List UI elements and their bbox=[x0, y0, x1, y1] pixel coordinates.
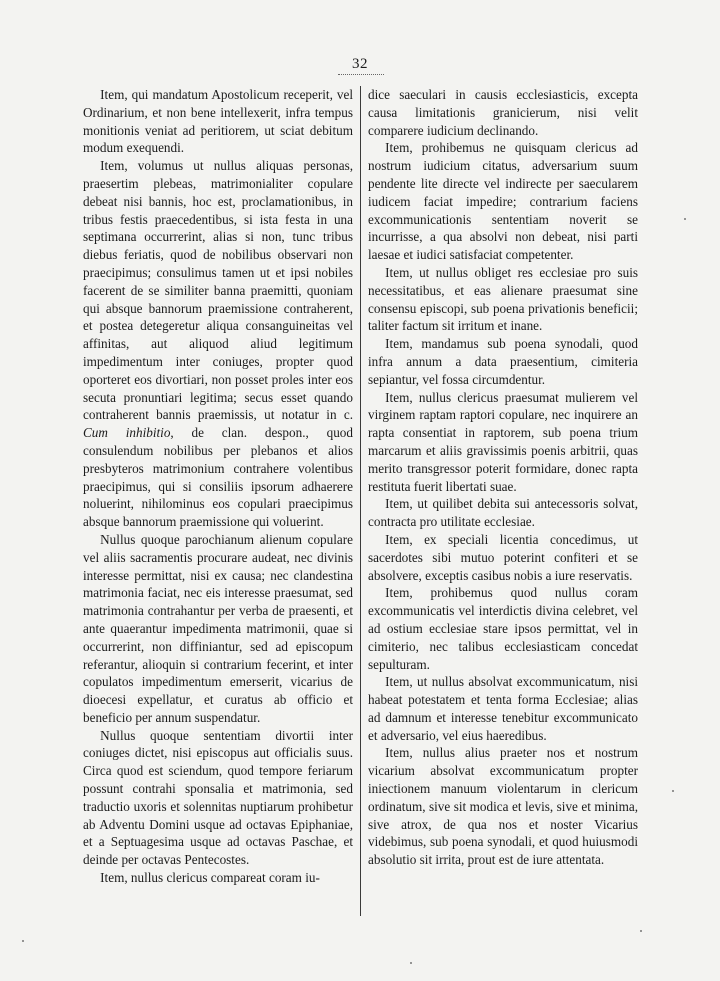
paragraph-left-2 bbox=[83, 157, 353, 531]
paragraph-right-4: Item, mandamus sub poena synodali, quod infra annum a data praesentium, cimiteria sepiantur, vel fossa circumdentur. bbox=[368, 336, 638, 387]
scan-speck bbox=[672, 790, 674, 792]
right-column bbox=[368, 86, 638, 869]
paragraph-left-2-end: , de clan. despon., quod consulendum nobilibus per plebanos et alios presbyteros matrimonium contrahere volentibus praecipimus, qui si consiliis ipsorum adhaerere noluerint, nihilominus eos copulari praecipimus absque bannorum praemissione qui voluerint. bbox=[83, 425, 353, 530]
scan-speck bbox=[410, 962, 412, 964]
paragraph-right-7: Item, ex speciali licentia concedimus, ut sacerdotes sibi mutuo poterint confiteri et se absolvere, exceptis casibus nobis a iure reservatis. bbox=[368, 531, 638, 583]
paragraph-right-1: dice saeculari in causis ecclesiasticis, excepta causa limitationis granicierum, nisi velit comparere iudicium declinando. bbox=[368, 87, 638, 138]
paragraph-right-5: Item, nullus clericus praesumat mulierem vel virginem raptam raptori copulare, nec inquirere an rapta consentiat in raptorem, sub poena trium marcarum et aliis gravissimis poenis arbitrii, quas merito transgressor poterit formidare, donec rapta restituta fuerit libertati suae. bbox=[368, 389, 638, 494]
paragraph-right-9: Item, ut nullus absolvat excommunicatum, nisi habeat potestatem et tenta forma Ecclesiae; alias ad damnum et interesse tenebitur excommunicato et adversario, vel eius haeredibus. bbox=[368, 674, 638, 743]
paragraph-left-5: Item, nullus clericus compareat coram iu- bbox=[100, 870, 320, 886]
paragraph-right-10: Item, nullus alius praeter nos et nostrum vicarium absolvat excommunicatum propter iniectionem manuum violentarum in clericum ordinatum, sive sit modica et levis, sive et minima, sive atrox, de qua nos et noster Vicarius videbimus, sub poena synodali, et quod huiusmodi absolutio sit irrita, prout est de iure attentata. bbox=[368, 745, 638, 868]
paragraph-right-8: Item, prohibemus quod nullus coram excommunicatis vel interdictis divina celebret, vel ad ostium ecclesiae stare ipsos permittat, vel in cimiterio, nec talibus ecclesiasticam concedat sepulturam. bbox=[368, 585, 638, 672]
scan-speck bbox=[684, 218, 686, 220]
paragraph-left-4: Nullus quoque sententiam divortii inter coniuges dictet, nisi episcopus aut officialis suus. Circa quod est sciendum, quod tempore feriarum possunt contrahi sponsalia et matrimonia, sed traductio uxoris et solennitas nuptiarum prohibetur ab Adventu Domini usque ad octavas Epiphaniae, et a Septuagesima usque ad octavas Paschae, et deinde per octavas Pentecostes. bbox=[83, 727, 353, 868]
paragraph-left-3: Nullus quoque parochianum alienum copulare vel aliis sacramentis procurare audeat, nec divinis interesse permittat, nisi ex causa; nec clandestina matrimonia faciat, nec eis interesse praesumat, sed matrimonia contrahantur per verba de praesenti, et ante quaerantur impedimenta matrimonii, quae si occurrerint, non diffiniantur, sed ad episcopum referantur, alioquin si contrarium fecerint, et inter copulatos impedimentum emerserit, vicarius de dioecesi expellatur, et curatus ab officio et beneficio per annum suspendatur. bbox=[83, 531, 353, 725]
paragraph-right-3: Item, ut nullus obliget res ecclesiae pro suis necessitatibus, et eas alienare praesumat sine consensu episcopi, sub poena privationis beneficii; taliter factum sit irritum et inane. bbox=[368, 264, 638, 334]
scan-speck bbox=[22, 940, 24, 942]
page-number: 32 bbox=[352, 56, 368, 72]
paragraph-left-1: Item, qui mandatum Apostolicum receperit, vel Ordinarium, et non bene intellexerit, infra tempus monitionis veniat ad peritiorem, ut sciat debitum modum exequendi. bbox=[83, 87, 353, 156]
paragraph-right-2: Item, prohibemus ne quisquam clericus ad nostrum iudicium citatus, adversarium suum pendente lite directe vel indirecte per saecularem iudicem faciat impedire; contrarium faciens excommunicationis sententiam noverit se incurrisse, a qua absolvi non debeat, nisi parti laesae et iudici satisfaciat competenter. bbox=[368, 140, 638, 263]
column-divider bbox=[360, 86, 361, 916]
left-column bbox=[83, 86, 353, 887]
scan-speck bbox=[640, 930, 642, 932]
citation-cum-inhibitio: Cum inhibitio bbox=[83, 425, 171, 441]
page-number-ornament bbox=[338, 74, 384, 75]
paragraph-left-2-start: Item, volumus ut nullus aliquas personas, praesertim plebeas, matrimonialiter copulare debeat nisi bannis, hoc est, proclamationibus, in tribus festis praecedentibus, si ista festa in una septimana occurrerint, alias si non, tunc tribus diebus feriatis, quod de nobilibus observari non praecipimus; consulimus tamen ut et ipsi nobiles facerent de se similiter banna praemitti, quoniam qui absque bannorum praemissione contraherent, et postea detegeretur aliqua consanguineitas vel affinitas, aut aliquod aliud legitimum impedimentum inter coniuges, propter quod oporteret eos divortiari, non posset proles inter eos secuta pronuntiari legitima; secus esset quando contraherent bannis praemissis, ut notatur in c. bbox=[83, 158, 353, 423]
paragraph-right-6: Item, ut quilibet debita sui antecessoris solvat, contracta pro utilitate ecclesiae. bbox=[368, 496, 638, 530]
